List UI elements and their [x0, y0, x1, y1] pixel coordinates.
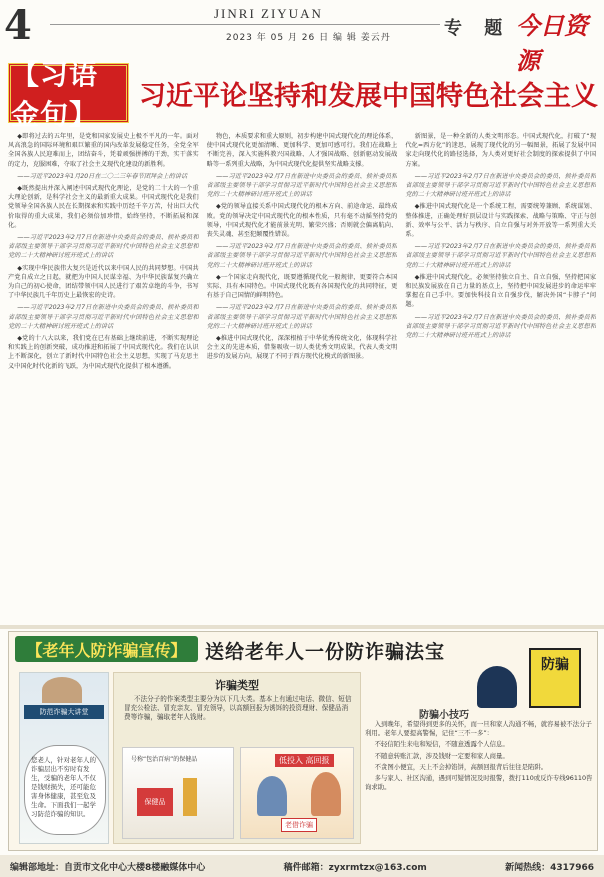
tips-heading: 防骗小技巧: [419, 710, 469, 721]
investment-scene: [240, 747, 354, 839]
paragraph: ◆推进中国式现代化，深深根植于中华优秀传统文化，体现科学社会主义的先进本质，借鉴吸收一切人类优秀文明成果，代表人类文明进步的发展方向，展现了不同于西方现代化模式的新图景。: [206, 335, 398, 361]
citation: ——习近平2023年2月7日在新进中央委员会的委员、候补委员和省部级主要领导干部学习贯彻习近平新时代中国特色社会主义思想和党的二十大精神研讨班开班式上的讲话: [206, 304, 398, 330]
tip-item: 不轻信陌生来电和短信，不随意透露个人信息。: [374, 740, 509, 749]
headline-title: 习近平论坚持和发展中国特色社会主义: [139, 80, 598, 112]
article-column-3: [405, 132, 596, 620]
feature-title: 送给老年人一份防诈骗法宝: [205, 641, 446, 663]
article-column-1: [8, 132, 199, 620]
paragraph: ◆推进中国式现代化是一个系统工程，需要统筹兼顾、系统谋划、整体推进，正确处理好顶层设计与实践探索、战略与策略、守正与创新、效率与公平、活力与秩序、自立自强与对外开放等一系列重大关系。: [405, 203, 597, 239]
page-footer: [0, 855, 604, 877]
speech-bubble: 您老人，针对老年人的诈骗层出不穷时有发生，受骗的老年人不仅是钱财损失，还可能危害身体健康，甚至危及生命。下面我们一起学习防范诈骗的知识。: [24, 745, 106, 835]
citation: ——习近平2023年2月7日在新进中央委员会的委员、候补委员和省部级主要领导干部学习贯彻习近平新时代中国特色社会主义思想和党的二十大精神研讨班开班式上的讲话: [8, 304, 199, 330]
news-hotline: 新闻热线：4317966: [505, 862, 594, 873]
article-columns: [8, 132, 596, 620]
citation: ——习近平2023年2月7日在新进中央委员会的委员、候补委员和省部级主要领导干部学习贯彻习近平新时代中国特色社会主义思想和党的二十大精神研讨班开班式上的讲话: [405, 313, 597, 340]
speaker-figure: [42, 677, 82, 703]
brand-logo: 今日资源: [516, 11, 588, 75]
scene-caption: 号称“包治百病”的保健品: [131, 756, 198, 763]
person-figure: [311, 772, 341, 816]
tip-item: 不贪图小便宜，天上不会掉馅饼，高额回报背后往往是陷阱。: [374, 762, 548, 771]
scene-document: 老借诈骗: [281, 818, 317, 832]
page-header: [0, 0, 604, 75]
header-rule: [50, 24, 440, 25]
citation: ——习近平2023年2月7日在新进中央委员会的委员、候补委员和省部级主要领导干部学习贯彻习近平新时代中国特色社会主义思想和党的二十大精神研讨班开班式上的讲话: [405, 243, 597, 269]
headline: [8, 58, 598, 131]
product-box: 保健品: [137, 788, 173, 816]
paper-pinyin: JINRI ZIYUAN: [214, 6, 323, 21]
anti-fraud-feature: [8, 631, 598, 851]
fraud-types-heading: 诈骗类型: [215, 679, 259, 692]
paragraph: ◆党的十八大以来，我们党在已有基础上继续前进，不断实现理论和实践上的创新突破，成功推进和拓展了中国式现代化。我们在认识上不断深化，创立了新时代中国特色社会主义思想，实现了马克思主义中国化时代化新的飞跃，为中国式现代化提供了根本遵循。: [8, 335, 199, 370]
citation: ——习近平2023年2月7日在新进中央委员会的委员、候补委员和省部级主要领导干部学习贯彻习近平新时代中国特色社会主义思想和党的二十大精神研讨班开班式上的讲话: [206, 243, 398, 269]
article-column-2: [207, 132, 398, 620]
warning-sign: 防骗: [529, 648, 581, 708]
person-figure: [257, 776, 287, 816]
police-figure: [477, 666, 517, 708]
lecture-illustration: [19, 672, 109, 844]
fraud-types-panel: [113, 672, 361, 844]
tip-item: 不随意转账汇款，涉及钱财一定要和家人商量。: [374, 751, 509, 760]
editorial-address: 编辑部地址：自贡市文化中心大楼8楼融媒体中心: [10, 862, 206, 873]
page-number: 4: [4, 2, 32, 49]
paragraph: ◆推进中国式现代化，必须坚持独立自主、自立自强，坚持把国家和民族发展放在自己力量的基点上，坚持把中国发展进步的命运牢牢掌握在自己手中。要加快科技自立自强步伐，解决外国“卡脖子”问题。: [405, 273, 597, 309]
bottle-icon: [183, 778, 197, 816]
paragraph: ◆即将过去的五年里，是党和国家发展史上极不平凡的一年。面对风高浪急的国际环境和艰巨繁重的国内改革发展稳定任务，全党全军全国各族人民迎难而上，团结奋斗，凭着顽强拼搏的干劲，实干落实的定力，克服困难，夺取了社会主义现代化建设的新胜利。: [8, 133, 199, 168]
paragraph: 物色，本质要求和重大原则，初步构建中国式现代化的理论体系，使中国式现代化更加清晰、更加科学、更加可感可行。我们在战略上不断完善，深入实施科教兴国战略、人才强国战略、创新驱动发展战略等一系列重大战略，为中国式现代化提供坚实战略支撑。: [206, 133, 398, 168]
tip-item: 入到晚年，希望得到更多的关怀，而一旦和家人沟通不畅，就容易被不法分子利用。老年人要提高警惕，记住“三不一多”：: [365, 720, 592, 738]
paragraph: 新图景，是一种全新的人类文明形态。中国式现代化，打破了“现代化=西方化”的迷思，展现了现代化的另一幅图景，拓展了发展中国家走向现代化的路径选择，为人类对更好社会制度的探索提供了中国方案。: [405, 133, 597, 168]
citation: ——习近平2023年2月7日在新进中央委员会的委员、候补委员和省部级主要领导干部学习贯彻习近平新时代中国特色社会主义思想和党的二十大精神研讨班开班式上的讲话: [405, 172, 597, 199]
submission-email: 稿件邮箱：zyxrmtzx@163.com: [283, 862, 427, 873]
issue-meta: 2023 年 05 月 26 日 编 辑 姜云丹: [226, 33, 391, 43]
paragraph: ◆党的领导直接关系中国式现代化的根本方向、前途命运、最终成败。党的领导决定中国式现代化的根本性质，只有毫不动摇坚持党的领导，中国式现代化才能前景光明、繁荣兴盛；否则就会偏离航向、丧失灵魂、甚至犯颠覆性错误。: [206, 203, 398, 239]
section-label: 专 题: [444, 18, 511, 39]
headline-tag: 【习语金句】: [8, 63, 129, 123]
paragraph: ◆实现中华民族伟大复兴是近代以来中国人民的共同梦想。中国共产党自成立之日起，就把为中国人民谋幸福、为中华民族谋复兴确立为自己的初心使命，团结带领中国人民进行了艰苦卓绝的斗争，书写了中华民族几千年历史上最恢宏的史诗。: [8, 264, 199, 300]
citation: ——习近平2023年2月7日在新进中央委员会的委员、候补委员和省部级主要领导干部学习贯彻习近平新时代中国特色社会主义思想和党的二十大精神研讨班开班式上的讲话: [206, 172, 398, 199]
tips-list: [365, 720, 593, 794]
citation: ——习近平2023年1月20日在二〇二三年春节团拜会上的讲话: [17, 172, 188, 180]
paragraph: ◆既然提出并深入阐述中国式现代化理论，是党的二十大的一个重大理论创新，是科学社会主义的最新重大成果。中国式现代化是我们党领导全国各族人民在长期探索和实践中历经千辛万苦，付出巨大代价取得的重大成果，我们必须倍加珍惜，始终坚持，不断拓展和深化。: [8, 185, 199, 229]
tip-item: 多与家人、社区沟通，遇到可疑情况及时报警，拨打110或反诈专线96110咨询求助。: [365, 774, 593, 792]
fraud-types-text: 不法分子的作案类型主要分为以下几大类。基本上有通过电话、微信、短信冒充公检法、冒充亲友、冒充领导，以高额回报为诱饵的投资理财、保健品消费等诈骗，骗取老年人钱财。: [124, 695, 352, 722]
tips-panel: [365, 646, 593, 846]
scene-tag: 低投入 高回报: [275, 754, 334, 767]
citation: ——习近平2023年2月7日在新进中央委员会的委员、候补委员和省部级主要领导干部学习贯彻习近平新时代中国特色社会主义思想和党的二十大精神研讨班开班式上的讲话: [8, 234, 199, 260]
paragraph: ◆一个国家走向现代化，既要遵循现代化一般规律，更要符合本国实际、具有本国特色。中国式现代化既有各国现代化的共同特征，更有基于自己国情的鲜明特色。: [206, 273, 398, 300]
health-product-scene: [122, 747, 234, 839]
lecture-sign: 防范诈骗大讲堂: [24, 705, 104, 719]
feature-banner: 【老年人防诈骗宣传】: [15, 636, 198, 662]
section-divider: [0, 625, 604, 629]
